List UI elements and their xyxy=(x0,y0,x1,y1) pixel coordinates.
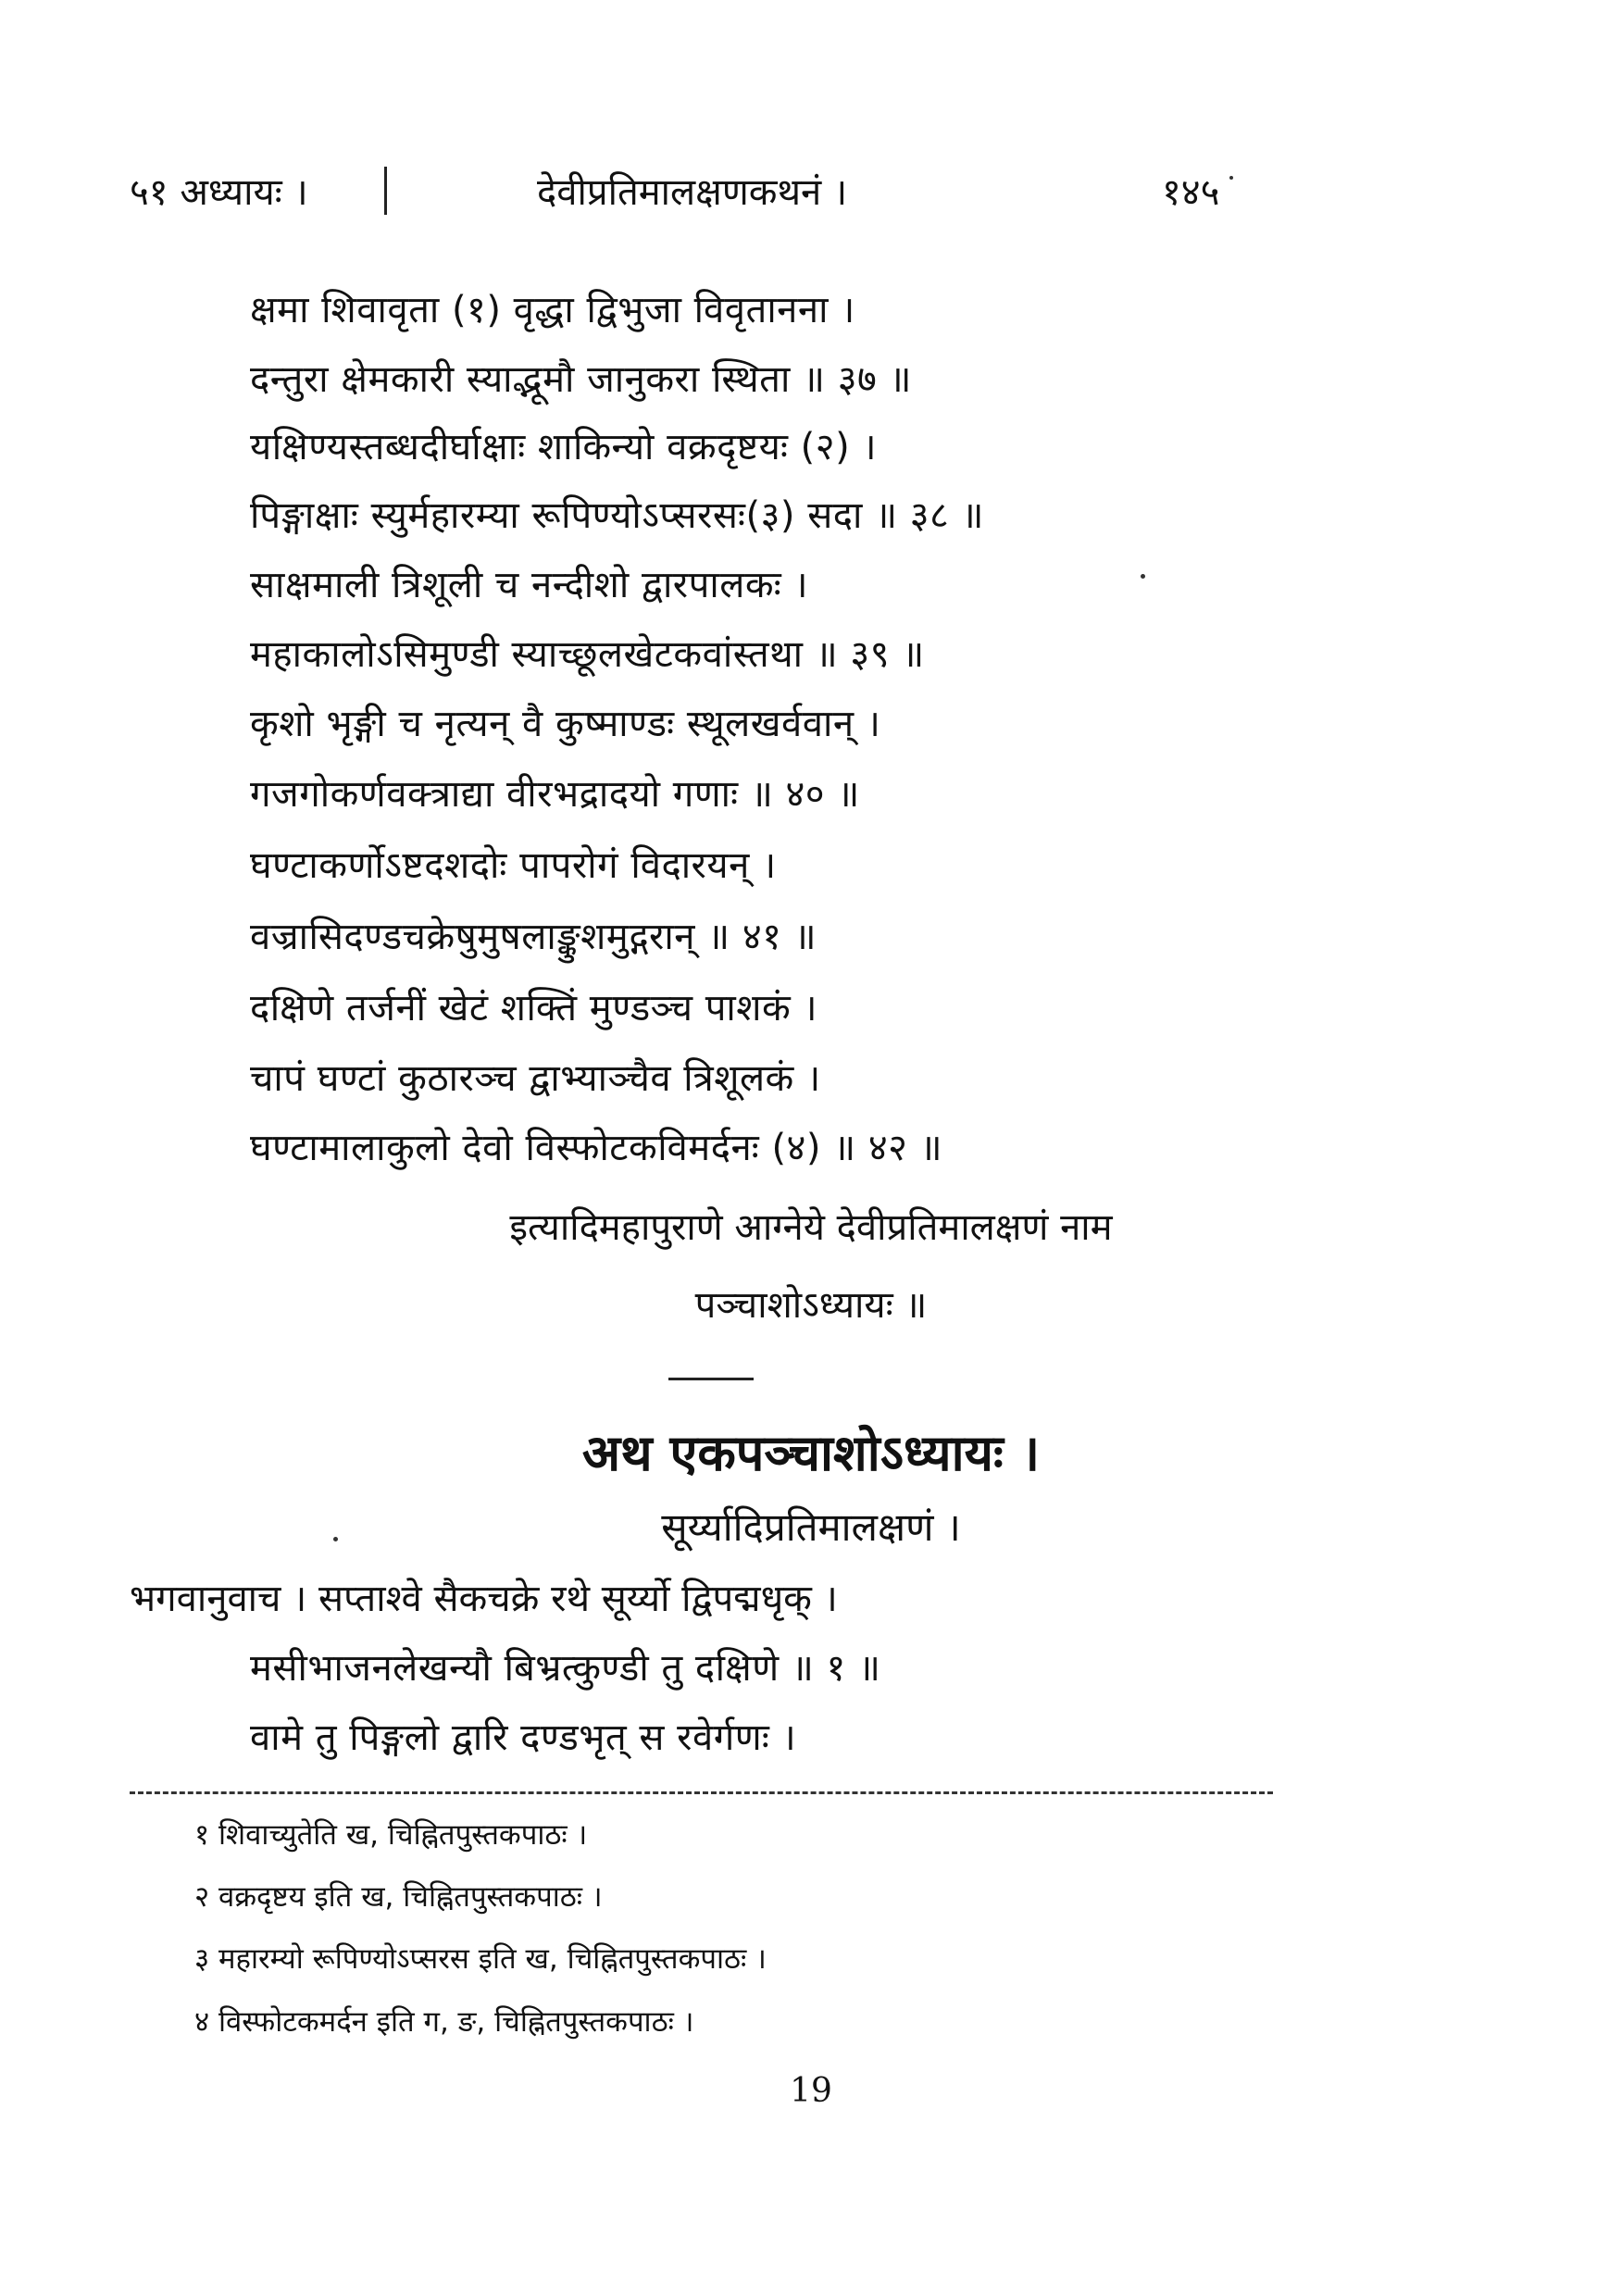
footnote-rule xyxy=(130,1791,1273,1794)
header-page-number: १४५ xyxy=(1162,171,1220,214)
verse-line: वज्रासिदण्डचक्रेषुमुषलाङ्कुशमुद्गरान् ॥ ४१ ॥ xyxy=(250,916,817,958)
chapter-title: अथ एकपञ्चाशोऽध्यायः । xyxy=(581,1424,1041,1482)
verse-line: पिङ्गाक्षाः स्युर्महारम्या रूपिण्योऽप्सरसः(३) सदा ॥ ३८ ॥ xyxy=(250,494,985,537)
verse-line: भगवानुवाच । सप्ताश्वे सैकचक्रे रथे सूर्य्यो द्विपद्मधृक् । xyxy=(130,1578,838,1620)
verse-line: घण्टाकर्णोऽष्टदशदोः पापरोगं विदारयन् । xyxy=(250,844,777,887)
colophon-line: इत्यादिमहापुराणे आग्नेये देवीप्रतिमालक्षणं नाम xyxy=(509,1206,1113,1249)
verse-line: क्षमा शिवावृता (१) वृद्धा द्विभुजा विवृतानना । xyxy=(250,289,855,331)
verse-line: दक्षिणे तर्जनीं खेटं शक्तिं मुण्डञ्च पाशकं । xyxy=(250,987,818,1029)
footnote: २ वक्रदृष्टय इति ख, चिह्नितपुस्तकपाठः । xyxy=(194,1880,603,1914)
verse-line: कृशो भृङ्गी च नृत्यन् वै कुष्माण्डः स्थूलखर्ववान् । xyxy=(250,703,881,745)
verse-line: चापं घण्टां कुठारञ्च द्वाभ्याञ्चैव त्रिशूलकं । xyxy=(250,1057,821,1100)
verse-line: दन्तुरा क्षेमकारी स्याद्भूमौ जानुकरा स्थिता ॥ ३७ ॥ xyxy=(250,358,912,401)
section-divider xyxy=(668,1378,754,1380)
colophon-line: पञ्चाशोऽध्यायः ॥ xyxy=(694,1284,928,1327)
chapter-subtitle: सूर्य्यादिप्रतिमालक्षणं । xyxy=(661,1504,961,1550)
verse-line: गजगोकर्णवक्त्राद्या वीरभद्रादयो गणाः ॥ ४० ॥ xyxy=(250,773,860,816)
header-title: देवीप्रतिमालक्षणकथनं । xyxy=(537,171,848,214)
page-number: 19 xyxy=(790,2072,832,2110)
verse-line: साक्षमाली त्रिशूली च नन्दीशो द्वारपालकः । xyxy=(250,564,809,606)
running-header xyxy=(0,165,1622,220)
footnote: १ शिवाच्युतेति ख, चिह्नितपुस्तकपाठः । xyxy=(194,1818,588,1852)
scan-speck xyxy=(333,1537,338,1541)
verse-line: महाकालोऽसिमुण्डी स्याच्छूलखेटकवांस्तथा ॥ ३९ ॥ xyxy=(250,633,925,676)
scan-speck xyxy=(1229,176,1233,180)
scan-speck xyxy=(1141,574,1145,579)
header-divider xyxy=(384,167,387,215)
verse-line: मसीभाजनलेखन्यौ बिभ्रत्कुण्डी तु दक्षिणे ॥ १ ॥ xyxy=(250,1647,881,1690)
verse-line: घण्टामालाकुलो देवो विस्फोटकविमर्दनः (४) ॥ ४२ ॥ xyxy=(250,1127,943,1169)
footnote: ३ महारम्यो रूपिण्योऽप्सरस इति ख, चिह्नितपुस्तकपाठः । xyxy=(194,1942,767,1976)
verse-line: यक्षिण्यस्तब्धदीर्घाक्षाः शाकिन्यो वक्रदृष्टयः (२) । xyxy=(250,426,878,468)
footnote: ४ विस्फोटकमर्दन इति ग, ङ, चिह्नितपुस्तकपाठः । xyxy=(194,2005,694,2039)
header-chapter-number: ५१ अध्यायः । xyxy=(130,171,308,214)
verse-line: वामे तु पिङ्गलो द्वारि दण्डभृत् स रवेर्गणः । xyxy=(250,1716,797,1759)
